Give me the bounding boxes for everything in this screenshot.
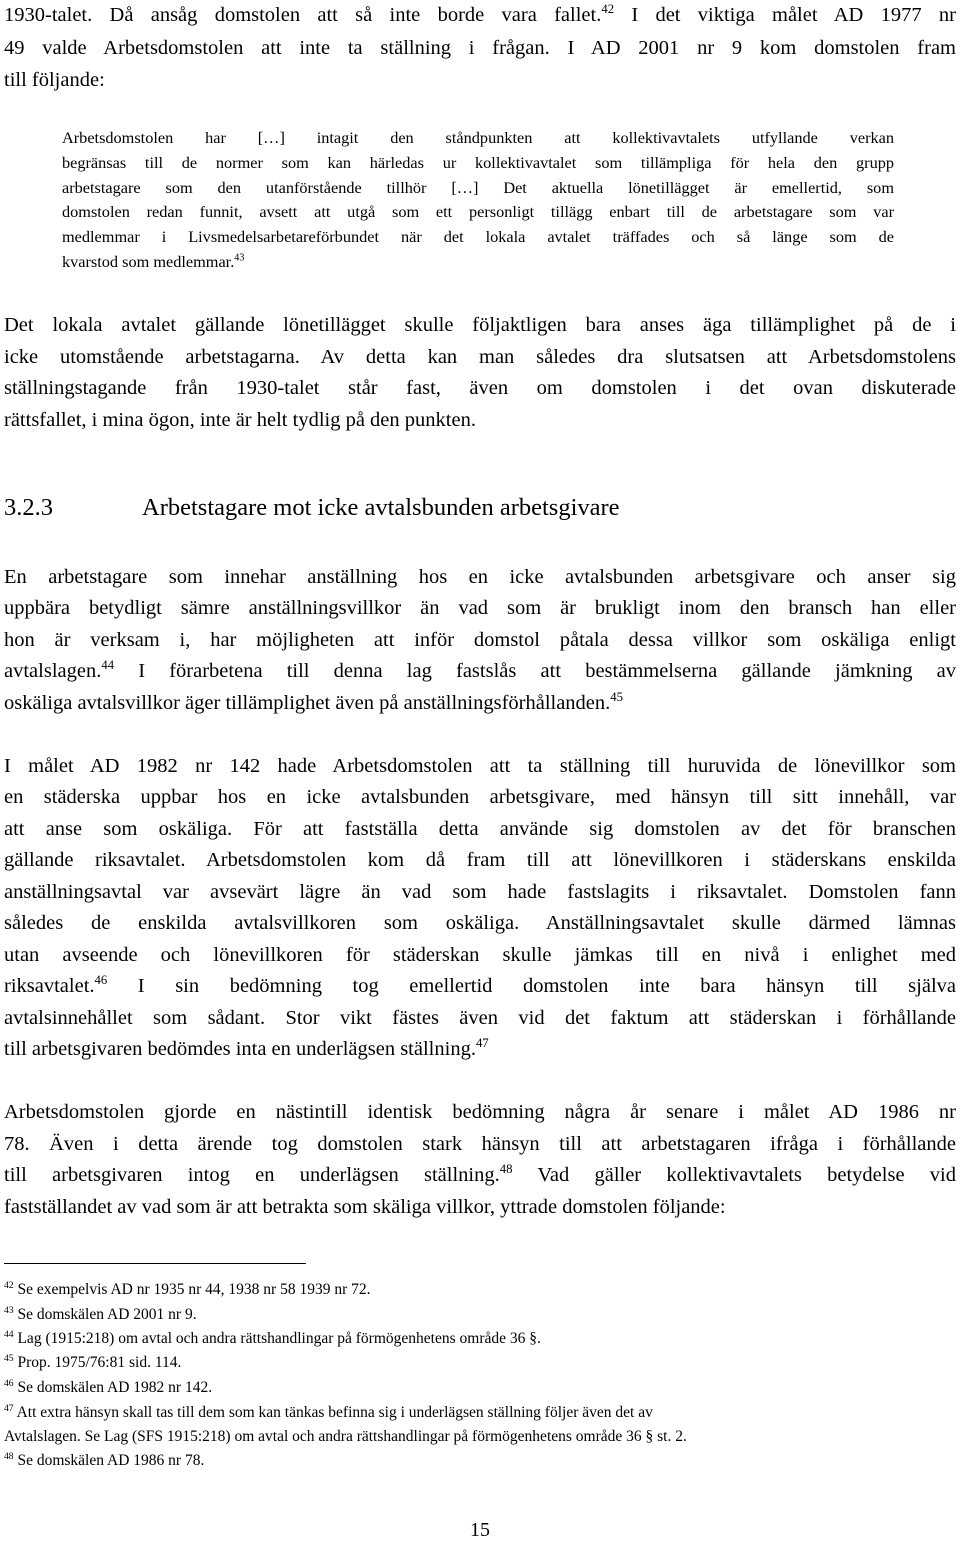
text-line: fastställandet av vad som är att betrakta som skäliga villkor, yttrade domstolen följande: [4,1196,726,1218]
text-line: att anse som oskäliga. För att fastställa detta använde sig domstolen av det för branschen [4,818,956,840]
text-line: Det lokala avtalet gällande lönetillägget skulle följaktligen bara anses äga tillämplighet på de i [4,314,956,336]
text-line: till arbetsgivaren intog en underlägsen ställning.$^{48}$ Vad gäller kollektivavtalets betydelse vid [4,1162,956,1186]
footnote: $^{45}$ Prop. 1975/76:81 sid. 114. [4,1352,182,1371]
text-line: gällande riksavtalet. Arbetsdomstolen kom då fram till att lönevillkoren i städerskans enskilda [4,849,956,871]
quote-line: domstolen redan funnit, avsett att utgå som ett personligt tillägg enbart till de arbetstagare som var [62,202,894,221]
quote-line: arbetstagare som den utanförstående tillhör […] Det aktuella lönetillägget är emellertid, som [62,178,894,197]
quote-line: medlemmar i Livsmedelsarbetareförbundet när det lokala avtalet träffades och så länge som de [62,227,894,246]
text-line: 78. Även i detta ärende tog domstolen stark hänsyn till att arbetstagaren ifråga i förhållande [4,1133,956,1155]
text-line: hon är verksam i, har möjligheten att inför domstol påtala dessa villkor som oskäliga enligt [4,629,956,651]
text-line: anställningsavtal var avsevärt lägre än vad som hade fastslagits i riksavtalet. Domstolen fann [4,881,956,903]
section-number: 3.2.3 [4,494,53,521]
footnote-ref: 46 [94,973,108,988]
footnote-separator [4,1263,306,1264]
footnote-number: 42 [4,1279,14,1291]
footnote: $^{42}$ Se exempelvis AD nr 1935 nr 44, 1938 nr 58 1939 nr 72. [4,1279,371,1298]
footnote-ref: 48 [499,1162,513,1177]
footnote-ref: 43 [234,252,245,264]
quote-line: kvarstod som medlemmar.$^{43}$ [62,252,245,271]
text-line: oskäliga avtalsvillkor äger tillämplighet även på anställningsförhållanden.$^{45}$ [4,690,623,714]
text-line: 1930-talet. Då ansåg domstolen att så inte borde vara fallet.$^{42}$ I det viktiga målet AD 1977 nr [4,2,956,26]
quote-line: begränsas till de normer som kan härledas ur kollektivavtalet som tillämpliga för hela den grupp [62,153,894,172]
text-line: 49 valde Arbetsdomstolen att inte ta ställning i frågan. I AD 2001 nr 9 kom domstolen fram [4,37,956,59]
text-line: en städerska uppbar hos en icke avtalsbunden arbetsgivare, med hänsyn till sitt innehåll, var [4,786,956,808]
text-line: avtalsinnehållet som sådant. Stor vikt fästes även vid det faktum att städerskan i förhållande [4,1007,956,1029]
footnote-ref: 47 [475,1036,489,1051]
text-line: till arbetsgivaren bedömdes inta en underlägsen ställning.$^{47}$ [4,1036,489,1060]
text-line: ställningstagande från 1930-talet står fast, även om domstolen i det ovan diskuterade [4,377,956,399]
footnote-number: 47 [4,1402,14,1414]
footnote-number: 48 [4,1450,14,1462]
text-line: således de enskilda avtalsvillkoren som oskäliga. Anställningsavtalet skulle därmed lämnas [4,912,956,934]
footnote-ref: 42 [601,2,615,17]
text-line: icke utomstående arbetstagarna. Av detta kan man således dra slutsatsen att Arbetsdomstolens [4,346,956,368]
text-line: avtalslagen.$^{44}$ I förarbetena till denna lag fastslås att bestämmelserna gällande jämkning av [4,658,956,682]
footnote: $^{43}$ Se domskälen AD 2001 nr 9. [4,1304,197,1323]
section-heading [4,494,620,522]
text-line: En arbetstagare som innehar anställning hos en icke avtalsbunden arbetsgivare och anser sig [4,566,956,588]
footnote-number: 46 [4,1377,14,1389]
text-line: I målet AD 1982 nr 142 hade Arbetsdomstolen att ta ställning till huruvida de lönevillkor som [4,755,956,777]
text-line: rättsfallet, i mina ögon, inte är helt tydlig på den punkten. [4,409,476,431]
text-line: till följande: [4,69,105,91]
footnote: $^{48}$ Se domskälen AD 1986 nr 78. [4,1450,205,1469]
footnote-ref: 44 [101,658,115,673]
footnote: $^{46}$ Se domskälen AD 1982 nr 142. [4,1377,213,1396]
footnote-ref: 45 [610,690,623,705]
text-line: riksavtalet.$^{46}$ I sin bedömning tog emellertid domstolen inte bara hänsyn till själva [4,973,956,997]
section-title: Arbetstagare mot icke avtalsbunden arbetsgivare [142,494,620,521]
quote-line: Arbetsdomstolen har […] intagit den ståndpunkten att kollektivavtalets utfyllande verkan [62,128,894,147]
footnote: $^{44}$ Lag (1915:218) om avtal och andra rättshandlingar på förmögenhetens område 36 §. [4,1328,541,1347]
footnote-number: 44 [4,1328,14,1340]
footnote-number: 43 [4,1304,14,1316]
page-number: 15 [470,1519,490,1541]
text-line: utan avseende och lönevillkoren för städerskan skulle jämkas till en nivå i enlighet med [4,944,956,966]
footnote: $^{47}$ Att extra hänsyn skall tas till dem som kan tänkas befinna sig i underlägsen ställning följer även det av [4,1402,653,1421]
text-line: uppbära betydligt sämre anställningsvillkor än vad som är brukligt inom den bransch han eller [4,597,956,619]
text-line: Arbetsdomstolen gjorde en nästintill identisk bedömning några år senare i målet AD 1986 nr [4,1101,956,1123]
footnote-continuation: Avtalslagen. Se Lag (SFS 1915:218) om avtal och andra rättshandlingar på förmögenhetens område 36 § st. 2. [4,1428,687,1445]
footnote-number: 45 [4,1352,14,1364]
